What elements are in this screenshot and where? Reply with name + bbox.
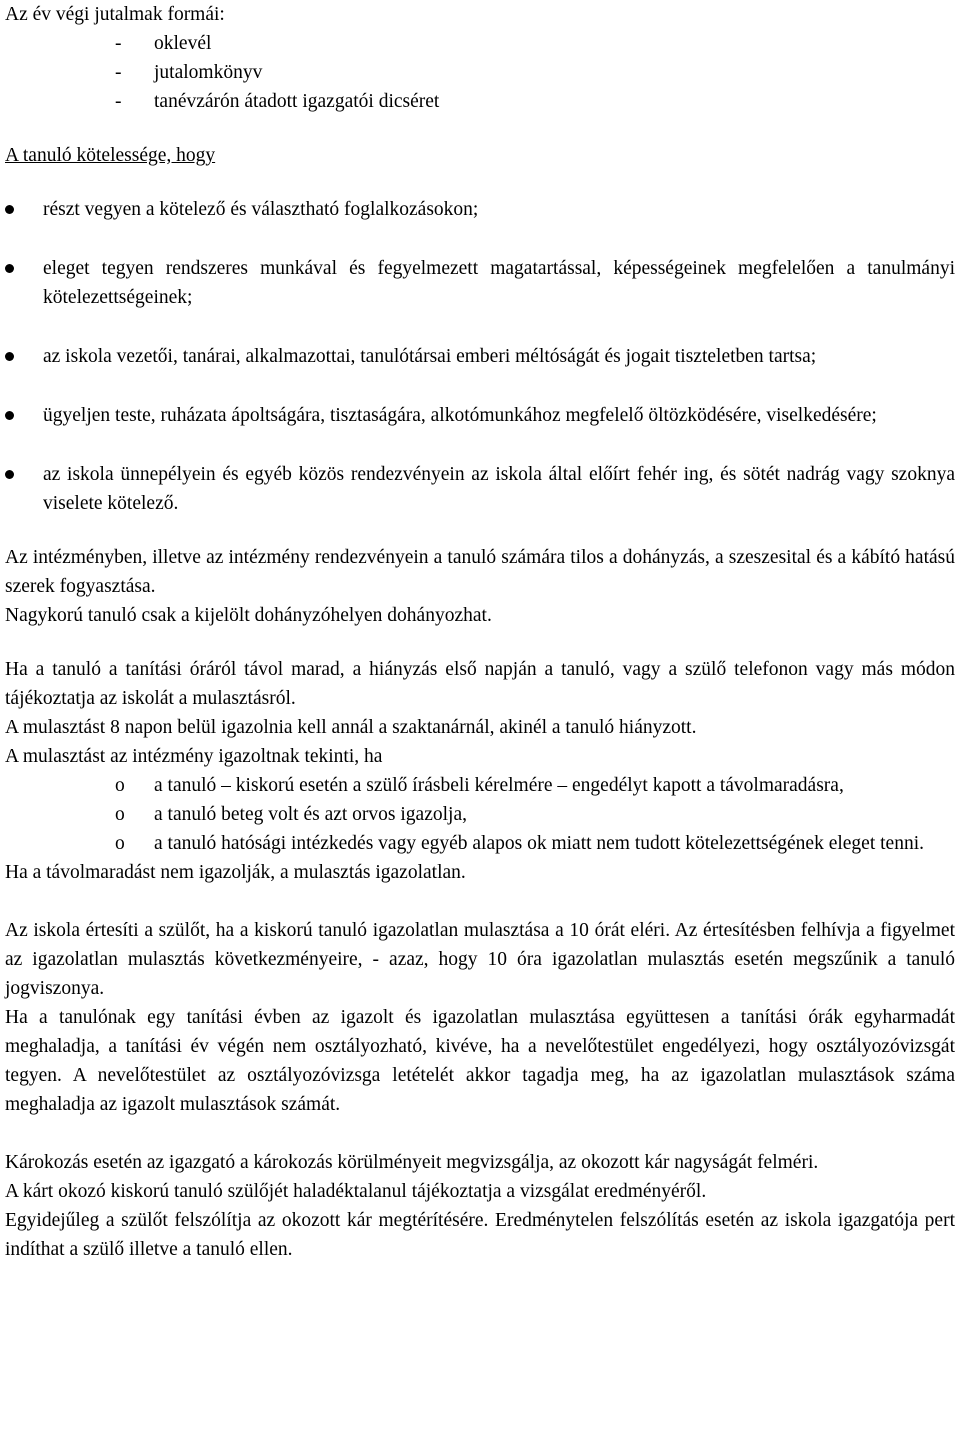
absence-paragraph: Ha a távolmaradást nem igazolják, a mulasztás igazolatlan. xyxy=(5,862,466,883)
duty-text: eleget tegyen rendszeres munkával és fegyelmezett magatartással, képességeinek megfelelően a tanulmányi kötelezettségeinek; xyxy=(43,258,955,308)
rewards-section xyxy=(5,0,955,116)
circle-bullet-icon: o xyxy=(115,775,125,796)
absence-section xyxy=(5,655,955,887)
absence-paragraph: A mulasztást az intézmény igazoltnak tekinti, ha xyxy=(5,746,383,767)
rewards-title: Az év végi jutalmak formái: xyxy=(5,4,225,25)
list-item xyxy=(5,29,955,58)
duty-text: ügyeljen teste, ruházata ápoltságára, tisztaságára, alkotómunkához megfelelő öltözködésére, viselkedésére; xyxy=(43,405,877,426)
notification-section xyxy=(5,916,955,1119)
document-page xyxy=(5,0,955,1264)
duty-item xyxy=(5,401,955,430)
dash-marker: - xyxy=(115,62,122,83)
dash-marker: - xyxy=(115,33,122,54)
bullet-icon xyxy=(5,411,14,420)
condition-text: a tanuló hatósági intézkedés vagy egyéb alapos ok miatt nem tudott kötelezettségének eleget tenni. xyxy=(154,833,924,854)
condition-item xyxy=(5,800,955,829)
duties-section xyxy=(5,141,955,518)
reward-item-text: oklevél xyxy=(154,33,212,54)
condition-item xyxy=(5,771,955,800)
circle-bullet-icon: o xyxy=(115,833,125,854)
bullet-icon xyxy=(5,470,14,479)
bullet-icon xyxy=(5,205,14,214)
list-item xyxy=(5,58,955,87)
condition-text: a tanuló – kiskorú esetén a szülő írásbeli kérelmére – engedélyt kapott a távolmaradásra, xyxy=(154,775,844,796)
rewards-list xyxy=(5,29,955,116)
damage-paragraph: Egyidejűleg a szülőt felszólítja az okozott kár megtérítésére. Eredménytelen felszólítás esetén az iskola igazgatója pert indíthat a szülő illetve a tanuló ellen. xyxy=(5,1210,955,1260)
damage-paragraph: Károkozás esetén az igazgató a károkozás körülményeit megvizsgálja, az okozott kár nagyságát felméri. xyxy=(5,1152,819,1173)
duty-text: az iskola vezetői, tanárai, alkalmazottai, tanulótársai emberi méltóságát és jogait tiszteletben tartsa; xyxy=(43,346,817,367)
bullet-icon xyxy=(5,264,14,273)
damage-section xyxy=(5,1148,955,1264)
duties-heading: A tanuló kötelessége, hogy xyxy=(5,145,216,166)
duty-item xyxy=(5,342,955,371)
condition-item xyxy=(5,829,955,858)
reward-item-text: jutalomkönyv xyxy=(154,62,263,83)
smoking-paragraph: Nagykorú tanuló csak a kijelölt dohányzóhelyen dohányozhat. xyxy=(5,605,492,626)
bullet-icon xyxy=(5,352,14,361)
condition-text: a tanuló beteg volt és azt orvos igazolja, xyxy=(154,804,467,825)
dash-marker: - xyxy=(115,91,122,112)
duty-text: az iskola ünnepélyein és egyéb közös rendezvényein az iskola által előírt fehér ing, és sötét nadrág vagy szoknya viselete kötelező. xyxy=(43,464,955,514)
smoking-section xyxy=(5,543,955,630)
circle-bullet-icon: o xyxy=(115,804,125,825)
absence-paragraph: Ha a tanuló a tanítási óráról távol marad, a hiányzás első napján a tanuló, vagy a szülő telefonon vagy más módon tájékoztatja az iskolát a mulasztásról. xyxy=(5,659,955,709)
notification-paragraph: Az iskola értesíti a szülőt, ha a kiskorú tanuló igazolatlan mulasztása a 10 órát eléri. Az értesítésben felhívja a figyelmet az igazolatlan mulasztás következményeire, - azaz, hogy 10 óra igazolatlan mulasztás esetén megszűnik a tanuló jogviszonya. xyxy=(5,920,955,999)
duty-text: részt vegyen a kötelező és választható foglalkozásokon; xyxy=(43,199,479,220)
duty-item xyxy=(5,195,955,224)
damage-paragraph: A kárt okozó kiskorú tanuló szülőjét haladéktalanul tájékoztatja a vizsgálat eredményéről. xyxy=(5,1181,707,1202)
list-item xyxy=(5,87,955,116)
smoking-paragraph: Az intézményben, illetve az intézmény rendezvényein a tanuló számára tilos a dohányzás, a szeszesital és a kábító hatású szerek fogyasztása. xyxy=(5,547,955,597)
reward-item-text: tanévzárón átadott igazgatói dicséret xyxy=(154,91,440,112)
absence-paragraph: A mulasztást 8 napon belül igazolnia kell annál a szaktanárnál, akinél a tanuló hiányzott. xyxy=(5,717,697,738)
duty-item xyxy=(5,460,955,518)
duty-item xyxy=(5,254,955,312)
notification-paragraph: Ha a tanulónak egy tanítási évben az igazolt és igazolatlan mulasztása együttesen a tanítási órák egyharmadát meghaladja, a tanítási év végén nem osztályozható, kivéve, ha a nevelőtestület engedélyezi, hogy osztályozóvizsgát tegyen. A nevelőtestület az osztályozóvizsga letételét akkor tagadja meg, ha az igazolatlan mulasztások száma meghaladja az igazolt mulasztások számát. xyxy=(5,1007,955,1115)
